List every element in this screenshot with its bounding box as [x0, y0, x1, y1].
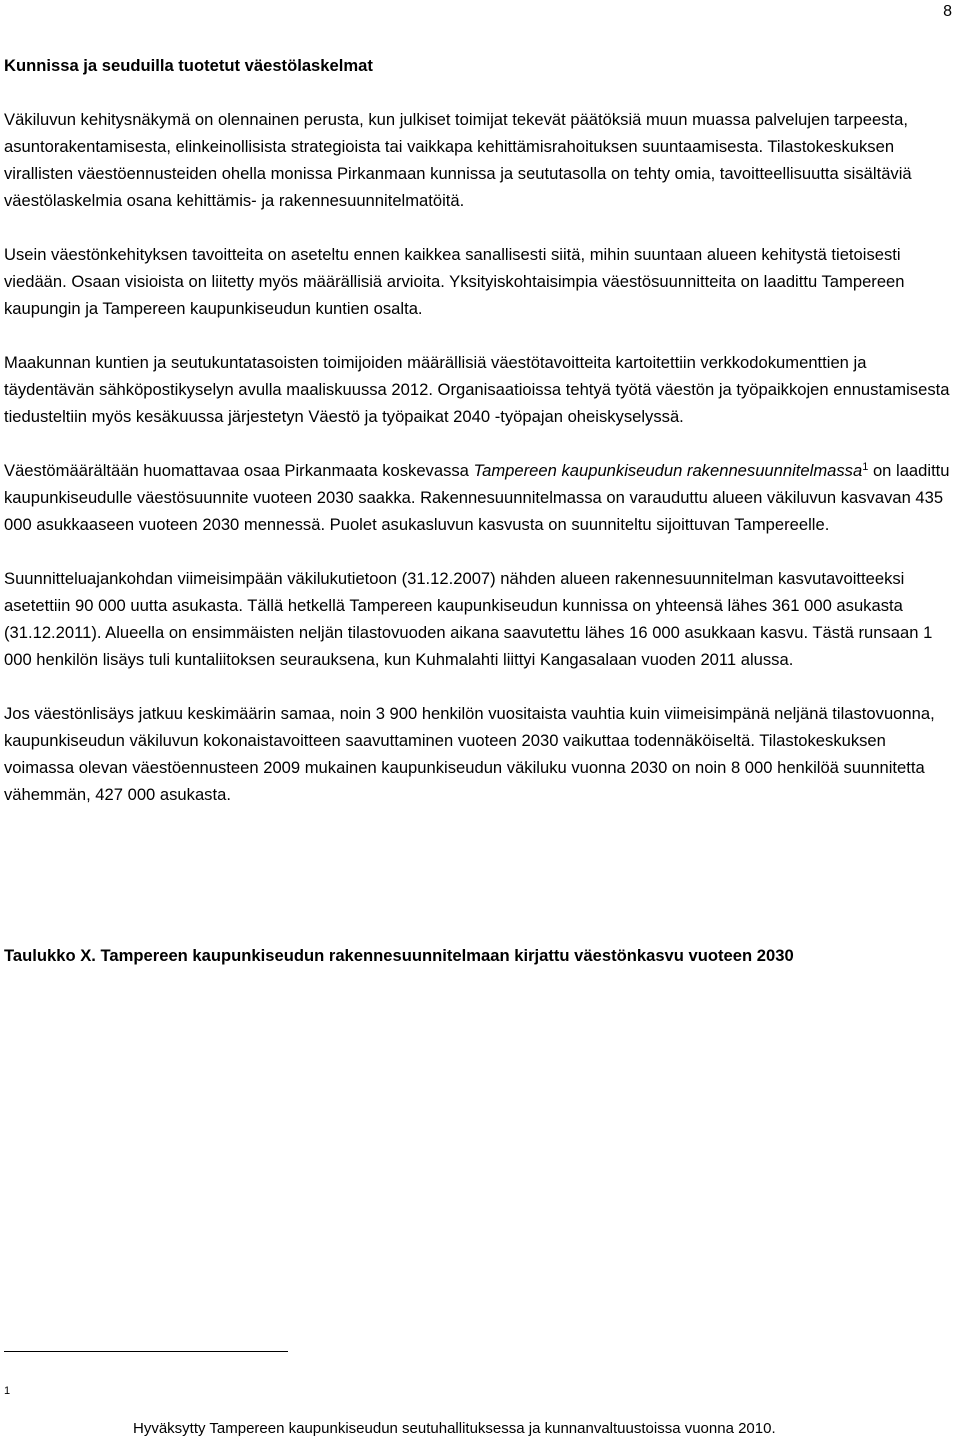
paragraph-growth-target: Suunnitteluajankohdan viimeisimpään väkilukutietoon (31.12.2007) nähden alueen rakennesuunnitelman kasvutavoitteeksi asetettiin 90 000 uutta asukasta. Tällä hetkellä Tampereen kaupunkiseudun kunnissa on yhteensä lähes 361 000 asukasta (31.12.2011). Alueella on ensimmäisten neljän tilastovuoden aikana saavutettu lähes 16 000 asukkaan kasvu. Tästä runsaan 1 000 henkilön lisäys tuli kuntaliitoksen seurauksena, kun Kuhmalahti liittyi Kangasalaan vuoden 2011 alussa. [4, 569, 933, 669]
footnote-reference[interactable]: 1 [862, 461, 869, 473]
paragraph-intro: Väkiluvun kehitysnäkymä on olennainen perusta, kun julkiset toimijat tekevät päätöksiä muun muassa palvelujen tarpeesta, asuntorakentamisesta, elinkeinollisista strategioista tai vaikkapa kehittämisrahoituksen suuntaamisesta. Tilastokeskuksen virallisten väestöennusteiden ohella monissa Pirkanmaan kunnissa ja seututasolla on tehty omia, tavoitteellisuutta sisältäviä väestölaskelmia osana kehittämis- ja rakennesuunnitelmatöitä. [4, 110, 912, 210]
paragraph-projection: Jos väestönlisäys jatkuu keskimäärin samaa, noin 3 900 henkilön vuositaista vauhtia kuin viimeisimpänä neljänä tilastovuonna, kaupunkiseudun väkiluvun kokonaistavoitteen saavuttaminen vuoteen 2030 vaikuttaa todennäköiseltä. Tilastokeskuksen voimassa olevan väestöennusteen 2009 mukainen kaupunkiseudun väkiluku vuonna 2030 on noin 8 000 henkilöä suunnitetta vähemmän, 427 000 asukasta. [4, 704, 935, 804]
table-caption: Taulukko X. Tampereen kaupunkiseudun rakennesuunnitelmaan kirjattu väestönkasvu vuoteen 2030 [4, 946, 794, 965]
footnote-divider [4, 1351, 288, 1352]
structure-plan-title: Tampereen kaupunkiseudun rakennesuunnitelmassa [473, 461, 863, 480]
paragraph-survey: Maakunnan kuntien ja seutukuntatasoisten toimijoiden määrällisiä väestötavoitteita kartoitettiin verkkodokumenttien ja täydentävän sähköpostikyselyn avulla maaliskuussa 2012. Organisaatioissa tehtyä työtä väestön ja työpaikkojen ennustamisesta tiedusteltiin myös kesäkuussa järjestetyn Väestö ja työpaikat 2040 -työpajan oheiskyselyssä. [4, 353, 950, 426]
document-body [4, 52, 954, 835]
paragraph-structure-plan [4, 457, 954, 538]
paragraph-structure-plan-start: Väestömäärältään huomattavaa osaa Pirkanmaata koskevassa [4, 461, 474, 480]
footnote-text: Hyväksytty Tampereen kaupunkiseudun seutuhallituksessa ja kunnanvaltuustoissa vuonna 2010. [133, 1420, 776, 1437]
footnote-marker: 1 [4, 1385, 11, 1397]
page-number: 8 [943, 3, 952, 20]
paragraph-structure-plan-end: on laadittu kaupunkiseudulle väestösuunnite vuoteen 2030 saakka. Rakennesuunnitelmassa on varauduttu alueen väkiluvun kasvavan 435 000 asukkaaseen vuoteen 2030 mennessä. Puolet asukasluvun kasvusta on suunniteltu sijoittuvan Tampereelle. [4, 461, 950, 534]
paragraph-targets: Usein väestönkehityksen tavoitteita on aseteltu ennen kaikkea sanallisesti siitä, mihin suuntaan alueen kehitystä tietoisesti viedään. Osaan visioista on liitetty myös määrällisiä arvioita. Yksityiskohtaisimpia väestösuunnitteita on laadittu Tampereen kaupungin ja Tampereen kaupunkiseudun kuntien osalta. [4, 245, 905, 318]
section-heading: Kunnissa ja seuduilla tuotetut väestölaskelmat [4, 56, 373, 75]
